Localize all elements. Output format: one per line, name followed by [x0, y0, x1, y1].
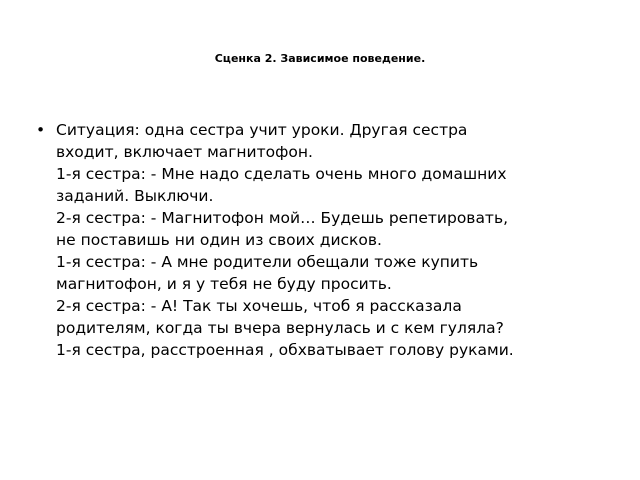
text-line: Ситуация: одна сестра учит уроки. Другая сестра: [56, 121, 468, 139]
text-line: входит, включает магнитофон.: [56, 143, 313, 161]
text-line: 1-я сестра: - А мне родители обещали тоже купить: [56, 253, 479, 271]
bullet-dot-icon: •: [36, 121, 46, 139]
text-line: магнитофон, и я у тебя не буду просить.: [56, 275, 392, 293]
text-line: родителям, когда ты вчера вернулась и с кем гуляла?: [56, 319, 504, 337]
text-line: заданий. Выключи.: [56, 187, 214, 205]
text-line: 2-я сестра: - А! Так ты хочешь, чтоб я рассказала: [56, 297, 462, 315]
text-line: 1-я сестра, расстроенная , обхватывает голову руками.: [56, 341, 514, 359]
bullet-item: [30, 119, 610, 361]
slide-title: Сценка 2. Зависимое поведение.: [214, 52, 426, 65]
slide-body: [30, 119, 610, 361]
text-line: 2-я сестра: - Магнитофон мой… Будешь репетировать,: [56, 209, 509, 227]
text-line: 1-я сестра: - Мне надо сделать очень много домашних: [56, 165, 507, 183]
text-line: не поставишь ни один из своих дисков.: [56, 231, 382, 249]
